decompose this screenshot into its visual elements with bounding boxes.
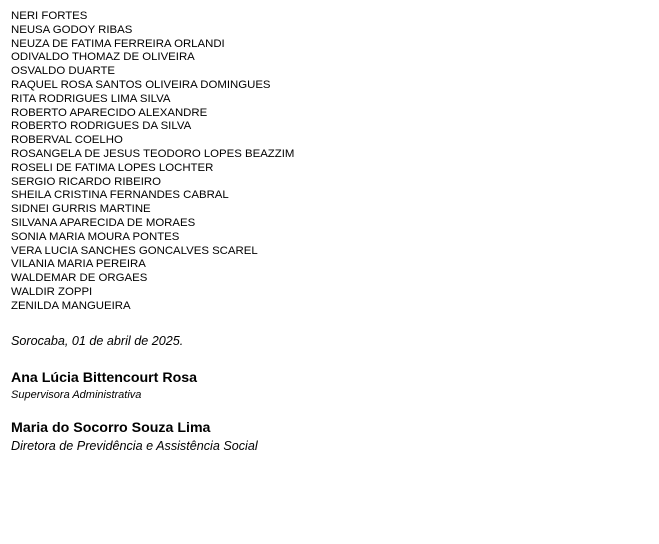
list-item: VERA LUCIA SANCHES GONCALVES SCAREL — [11, 244, 258, 257]
list-item: SHEILA CRISTINA FERNANDES CABRAL — [11, 189, 229, 202]
list-item: NEUSA GODOY RIBAS — [11, 23, 133, 36]
signature-block-supervisor — [11, 369, 641, 402]
signatory-role: Supervisora Administrativa — [11, 388, 142, 401]
list-item: ROBERVAL COELHO — [11, 134, 123, 147]
list-item: ROSANGELA DE JESUS TEODORO LOPES BEAZZIM — [11, 147, 295, 160]
list-item: NERI FORTES — [11, 10, 88, 22]
place-date: Sorocaba, 01 de abril de 2025. — [11, 333, 184, 348]
signatory-name: Maria do Socorro Souza Lima — [11, 419, 211, 436]
list-item: ROSELI DE FATIMA LOPES LOCHTER — [11, 161, 214, 174]
list-item: RITA RODRIGUES LIMA SILVA — [11, 92, 171, 105]
list-item: ODIVALDO THOMAZ DE OLIVEIRA — [11, 51, 195, 64]
signature-block-director — [11, 419, 641, 454]
name-list — [11, 10, 641, 314]
signatory-name: Ana Lúcia Bittencourt Rosa — [11, 369, 198, 386]
list-item: NEUZA DE FATIMA FERREIRA ORLANDI — [11, 37, 225, 50]
list-item: ROBERTO RODRIGUES DA SILVA — [11, 120, 192, 133]
list-item: WALDIR ZOPPI — [11, 285, 93, 298]
list-item: VILANIA MARIA PEREIRA — [11, 258, 146, 271]
list-item: SIDNEI GURRIS MARTINE — [11, 203, 151, 216]
signatory-role: Diretora de Previdência e Assistência Social — [11, 438, 258, 453]
list-item: OSVALDO DUARTE — [11, 65, 116, 78]
list-item: RAQUEL ROSA SANTOS OLIVEIRA DOMINGUES — [11, 78, 271, 91]
list-item: SERGIO RICARDO RIBEIRO — [11, 175, 161, 188]
list-item: SONIA MARIA MOURA PONTES — [11, 230, 180, 243]
document-body — [11, 10, 641, 454]
list-item: ROBERTO APARECIDO ALEXANDRE — [11, 106, 208, 119]
list-item: ZENILDA MANGUEIRA — [11, 299, 131, 312]
list-item: SILVANA APARECIDA DE MORAES — [11, 216, 196, 229]
list-item: WALDEMAR DE ORGAES — [11, 272, 148, 285]
